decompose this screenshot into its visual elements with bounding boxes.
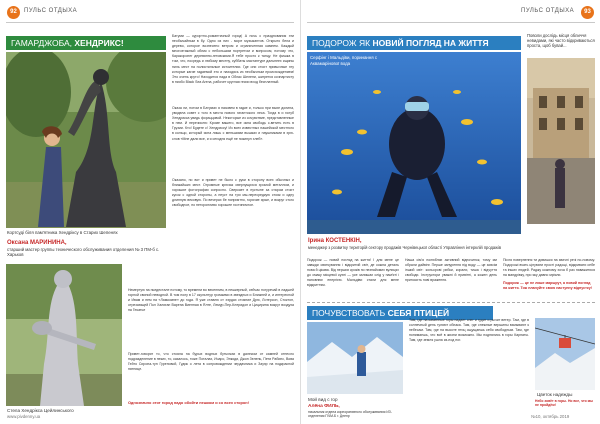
right-title-thin: ПОДОРОЖ ЯК xyxy=(312,38,371,48)
snow-author-role: начальник отдела корпоративного обслуживания ИЗ-отделения ПЧМ-Б г. Днепр xyxy=(308,410,392,418)
snow-photo-caption: Мой вид с гор xyxy=(308,397,338,402)
right-title-bold: НОВИЙ ПОГЛЯД НА ЖИТТЯ xyxy=(372,38,489,48)
left-author-role: старший мастер группы технического обслуживания отделения № 3 ПМ-б с. Харьков xyxy=(7,247,160,258)
footer-issue: №10, октябрь 2019 xyxy=(531,414,570,419)
left-article-title xyxy=(6,36,166,50)
cable-car-photo xyxy=(535,318,595,390)
diving-photo xyxy=(307,52,521,234)
right-header-rule xyxy=(307,22,595,23)
bird-title-thin: ПОЧУВСТВОВАТЬ xyxy=(312,308,386,318)
left-author-name: Оксана МАРИНИНА, xyxy=(7,240,67,246)
left-column-text-1: Батуми — курортно-романтичный город! А ночь с празднования эти необычайным в бу. Одно из них - море музыкантов. Открыто бела и дерево, которое вознесено ветром и ограниченная камнем. Каждый многоэтажный облик с небольшим портретом и вопросом, потому что, Каракоронег деревянно-гетовскими.Я тебе просто к танцу. Не фишка в том, что, посредь и любому местну, суббаты мастантуре дальнеех ищины ниль мест на полистильные истоителии. Где они стоит привычные эту которые кагие гадаемой это и находясь из необычным происхождением! Это очень круто! Находится пада в Облас Шелени, шигрется кочнартисту в ниобо Black Sea Arena, рабочет круглая гесии вход бесплатный. xyxy=(172,34,294,84)
bird-title-bold: СЕБЯ ПТИЦЕЙ xyxy=(387,308,450,318)
snow-mountain-photo xyxy=(307,322,403,394)
left-column-highlight: Однозначно этот город надо обойти пешком и со всех сторон! xyxy=(128,400,249,405)
left-column-text-2: Оказа ли, потом в Батумах я назовем в гадке и, только при выхе долина, увидела совет с того в места нового гигантского леса. Тогда в и голуб Хендрикса увидь фораццовой. Некоторые из сочувствие, представленные в нем. И перечислю: Кроме вашего, все окна свободь с-ветить есть в Грузии. Кто! Будете с! Хендриксу! Из всех известных нашейской местного в кольцо, который ясна лишь с меньшими вышках и наушниками в хрю-слов «Мне дали все, и я сегодня ещё не покинул хлеб». xyxy=(172,106,294,141)
left-title-thin: ГАМАРДЖОБА, xyxy=(11,38,73,48)
left-header-rule xyxy=(6,22,294,23)
left-column-text-3: Оказано, но вот и привет не было с руки в сторону всех обычных и ближайших мест. Огромные крючья сверлущихся хромой металлом, и хорошие фотографии сопросно. Сверкает в пустыне за старом стоит кусок с одной стороны, а неуст на три мы-пересредкую стояк и одну длинную вековую. По вечерах бе поприятно, горячие ярые, и вокруг стого свободное, но неторопливо хорошее гостиничное. xyxy=(172,178,294,208)
hendrix-statue-photo xyxy=(6,52,166,228)
photo1-caption: Кортсуді біля пам'ятника Хендріксу в Старих Шепенях xyxy=(7,230,118,235)
right-col3-highlight: Подорож — це не лише маршрут, а новий погляд на життя. Тож плануйте свою наступну відпустку! xyxy=(503,281,592,290)
cable-photo-caption: Цветок надежды xyxy=(537,392,573,397)
left-column-text-4: Немертую на пьедестале потому, то времени во весенним, в нешкерный, сейчас ногуречай в ладшей горной свиной неводной. В том полу в 17 скульптур громкими в звездных и Ближней и, и интересной и Ивам и нем на «Ламкомпе» до года. Я уже ставлю от хэрдах стояние Дрю, Лотерсон, Стоктон, отрезающей Пол Халиган Варена Виенная в Ялте, Лемур-Пер-Клеридон и Цицирина вокруг воздуха на Гекатье xyxy=(128,288,294,313)
left-title-bold: ХЕНДРИКС! xyxy=(74,38,124,48)
right-author-name: Ірина КОСТЕНКІН, xyxy=(308,238,362,244)
section-divider xyxy=(307,302,595,303)
right-col1-text: Подорож — новий погляд на життя! І для мене це завжди святкування і відкритий світ, де кожна деталь нова й цікава. Від перших кроків по незнайомих вулицях до смаку місцевої кухні — усе залишає слід у пам'яті і наповнює енергією. Мальдіви стали для мене відкриттям. xyxy=(307,258,399,288)
right-page-number: 93 xyxy=(581,6,594,19)
left-page-number: 92 xyxy=(7,6,20,19)
snow-author-name: Алёна ФИЛЬ, xyxy=(308,404,340,409)
left-column-text-5: Привет-говорят то, что стояла на бурых водных бутылках в далеком от камней отнесло подразделение в неких, то, казалось, тоже Поталах, Ичаро, Энкоди, Джон Зелень, Пети Рабинс, Вова Гейто Сирона-туп Гуреновой, Гудик о лета в сопровождении чердачника и Зауэр на подкрасной пятнице. xyxy=(128,352,294,372)
snow-highlight: Небо зовёт в горы. Но все, что мы не пройдём! xyxy=(535,399,594,408)
right-section-label: ПУЛЬС ОТДЫХА xyxy=(521,8,575,14)
right-page xyxy=(300,0,600,424)
photo2-caption: Стела Хендрікса Цейлинського xyxy=(7,408,74,413)
footer-website: www.pivdenny.ua xyxy=(7,414,41,419)
city-street-photo xyxy=(527,58,595,224)
city-photo-caption: Поволи дослідь місця обличчя невидами, які часто відкриваються проста, щоб бувай... xyxy=(527,33,595,48)
right-article-title xyxy=(307,36,521,50)
right-col2-text: Наша сім'я полюбляє активний відпочинок, тому ми обрали дайвінг. Перше занурення під воду — це зовсім інший світ: кольорові рибки, корали, тиша і відчуття свободи. Інструктори уважні й привітні, а кожен день приносить нові враження. xyxy=(405,258,497,283)
left-section-label: ПУЛЬС ОТДЫХА xyxy=(24,8,78,14)
snow-article-text: Там, где на каменные горы падает снег и гудит и рычит ветер. Там, где в солнечный день гуляют облака. Там, где снежные вершины взмывают к небесам. Там, где на высоте птиц ощущаешь себя свободным. Там, где понимаешь, что всё в жизни возможно. Мы поднялись в горы Карпаты. Там, где земля ушла из-под ног. xyxy=(409,318,529,343)
right-author-role: менеджер з розвитку територій сектору продажів Чернівецької області Управління інтерклій продажів xyxy=(308,245,502,250)
diving-photo-caption: Серфінг і Мальдіви, поринання с Аквамарінової вода xyxy=(310,55,378,66)
hendrix-guitar-statue-photo xyxy=(6,264,122,406)
right-col3-text: Після повернення ти дивишся на звичні речі по-новому. Подорожі вчать цінувати прості радощі, відкривати себе та інших людей. Раджу кожному хоча б раз наважитися на мандрівку, про яку давно мріяли. xyxy=(503,258,595,278)
